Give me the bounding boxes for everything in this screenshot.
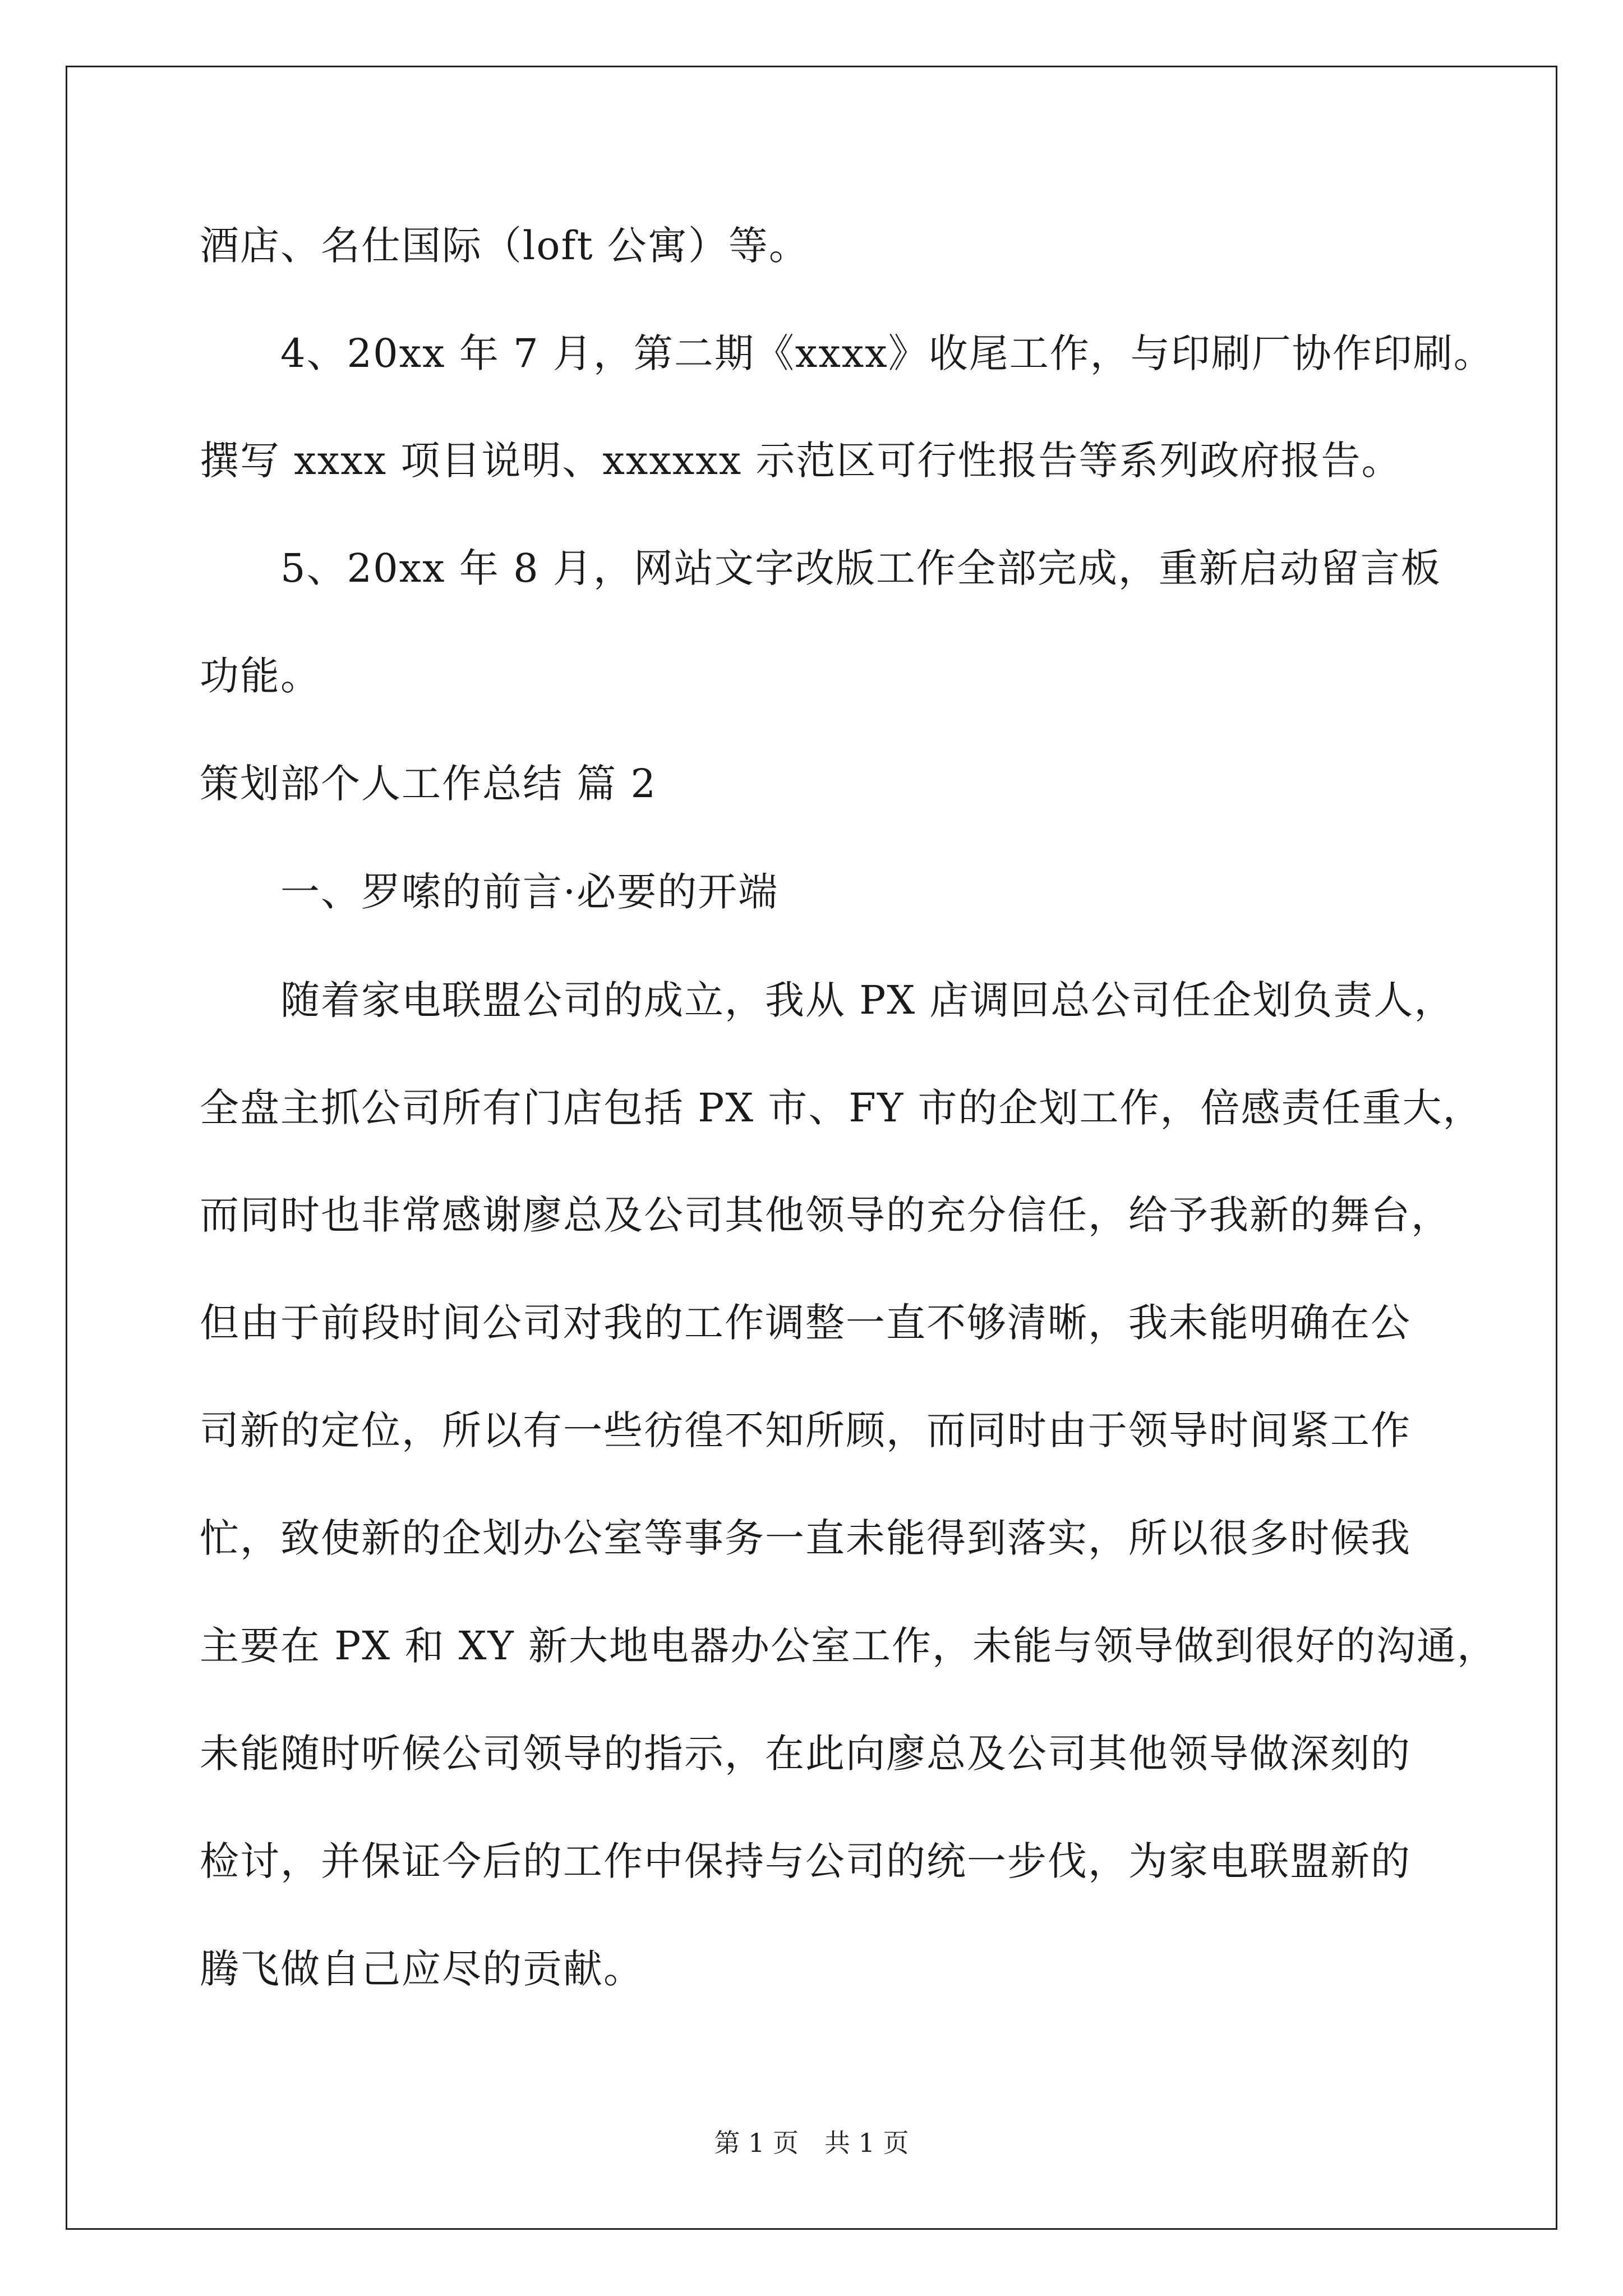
text-line: 司新的定位，所以有一些彷徨不知所顾，而同时由于领导时间紧工作: [200, 1407, 1411, 1453]
page-border: [66, 66, 1557, 2230]
subsection-heading: 一、罗嗦的前言·必要的开端: [280, 869, 779, 915]
text-line: 未能随时听候公司领导的指示，在此向廖总及公司其他领导做深刻的: [200, 1731, 1411, 1777]
text-line: 4、20xx 年 7 月，第二期《xxxx》收尾工作，与印刷厂协作印刷。: [280, 330, 1494, 376]
section-heading: 策划部个人工作总结 篇 2: [200, 761, 657, 807]
text-line: 功能。: [200, 653, 321, 699]
text-line: 腾飞做自己应尽的贡献。: [200, 1946, 644, 1992]
text-line: 而同时也非常感谢廖总及公司其他领导的充分信任，给予我新的舞台，: [200, 1192, 1451, 1238]
text-line: 主要在 PX 和 XY 新大地电器办公室工作，未能与领导做到很好的沟通，: [200, 1623, 1497, 1669]
text-line: 随着家电联盟公司的成立，我从 PX 店调回总公司任企划负责人，: [280, 977, 1455, 1023]
text-line: 忙，致使新的企划办公室等事务一直未能得到落实，所以很多时候我: [200, 1515, 1411, 1561]
text-line: 酒店、名仕国际（loft 公寓）等。: [200, 223, 809, 269]
text-line: 5、20xx 年 8 月，网站文字改版工作全部完成，重新启动留言板: [280, 545, 1441, 591]
text-line: 全盘主抓公司所有门店包括 PX 市、FY 市的企划工作，倍感责任重大，: [200, 1085, 1483, 1131]
text-line: 撰写 xxxx 项目说明、xxxxxx 示范区可行性报告等系列政府报告。: [200, 438, 1402, 484]
text-line: 检讨，并保证今后的工作中保持与公司的统一步伐，为家电联盟新的: [200, 1838, 1411, 1884]
page-number-footer: 第 1 页 共 1 页: [714, 2128, 909, 2158]
text-line: 但由于前段时间公司对我的工作调整一直不够清晰，我未能明确在公: [200, 1300, 1411, 1346]
